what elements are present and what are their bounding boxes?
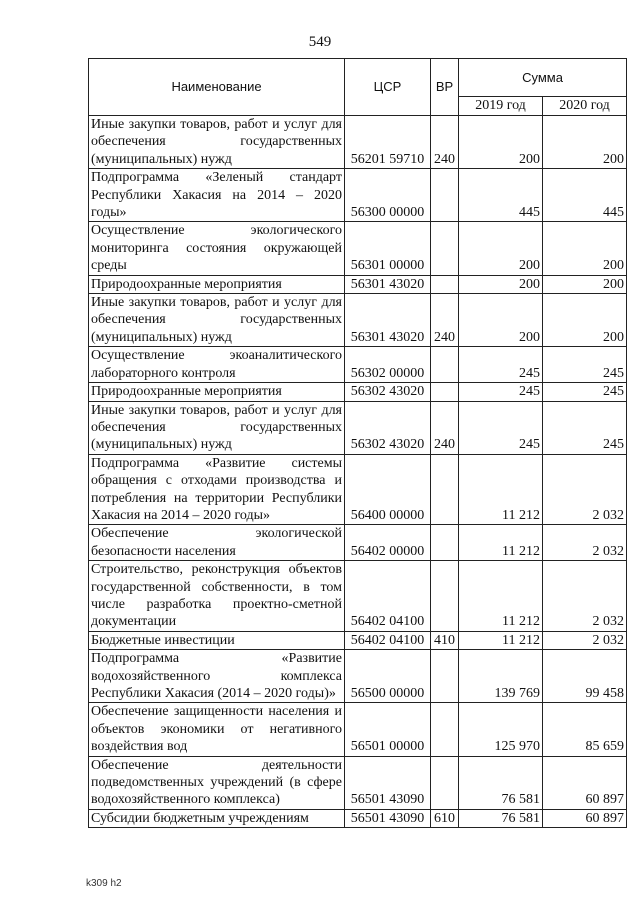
row-2019: 200 (459, 275, 543, 293)
row-vr (431, 169, 459, 222)
table-body (89, 116, 627, 828)
row-csr: 56201 59710 (345, 116, 431, 169)
row-2019: 245 (459, 383, 543, 401)
row-vr (431, 383, 459, 401)
budget-table (88, 58, 627, 828)
row-2019: 76 581 (459, 756, 543, 809)
row-vr (431, 650, 459, 703)
header-csr: ЦСР (345, 59, 431, 116)
table-row (89, 756, 627, 809)
row-name: Обеспечение экологической безопасности населения (89, 525, 345, 561)
row-2020: 60 897 (543, 809, 627, 827)
row-csr: 56501 43090 (345, 756, 431, 809)
row-vr (431, 275, 459, 293)
row-name: Иные закупки товаров, работ и услуг для обеспечения государственных (муниципальных) нужд (89, 401, 345, 454)
row-2019: 200 (459, 294, 543, 347)
header-sum: Сумма (459, 59, 627, 97)
row-2020: 2 032 (543, 631, 627, 649)
row-2020: 200 (543, 222, 627, 275)
row-2019: 11 212 (459, 525, 543, 561)
row-2019: 125 970 (459, 703, 543, 756)
table-row (89, 169, 627, 222)
row-vr (431, 561, 459, 632)
footer-code: k309 h2 (86, 878, 122, 889)
row-2020: 2 032 (543, 561, 627, 632)
row-csr: 56501 43090 (345, 809, 431, 827)
table-row (89, 401, 627, 454)
row-name: Обеспечение деятельности подведомственных учреждений (в сфере водохозяйственного комплекса) (89, 756, 345, 809)
row-2019: 445 (459, 169, 543, 222)
table-row (89, 383, 627, 401)
row-2019: 200 (459, 222, 543, 275)
row-name: Субсидии бюджетным учреждениям (89, 809, 345, 827)
table-row (89, 116, 627, 169)
table-row (89, 631, 627, 649)
row-2020: 445 (543, 169, 627, 222)
row-vr: 610 (431, 809, 459, 827)
row-2020: 245 (543, 347, 627, 383)
row-csr: 56500 00000 (345, 650, 431, 703)
row-name: Природоохранные мероприятия (89, 275, 345, 293)
row-vr (431, 222, 459, 275)
header-name: Наименование (89, 59, 345, 116)
row-2020: 99 458 (543, 650, 627, 703)
row-2020: 85 659 (543, 703, 627, 756)
table-row (89, 703, 627, 756)
page-number: 549 (308, 34, 332, 50)
row-vr: 410 (431, 631, 459, 649)
row-vr (431, 525, 459, 561)
row-name: Подпрограмма «Зеленый стандарт Республики Хакасия на 2014 – 2020 годы» (89, 169, 345, 222)
row-2019: 11 212 (459, 631, 543, 649)
row-vr: 240 (431, 401, 459, 454)
row-csr: 56301 43020 (345, 275, 431, 293)
header-year-2020: 2020 год (543, 97, 627, 116)
row-2019: 139 769 (459, 650, 543, 703)
row-vr (431, 347, 459, 383)
row-csr: 56402 04100 (345, 561, 431, 632)
row-name: Подпрограмма «Развитие водохозяйственного комплекса Республики Хакасия (2014 – 2020 годы)» (89, 650, 345, 703)
row-csr: 56402 04100 (345, 631, 431, 649)
row-2019: 76 581 (459, 809, 543, 827)
row-2019: 11 212 (459, 454, 543, 525)
row-2020: 60 897 (543, 756, 627, 809)
row-name: Бюджетные инвестиции (89, 631, 345, 649)
table-header (89, 59, 627, 116)
table-row (89, 561, 627, 632)
row-name: Природоохранные мероприятия (89, 383, 345, 401)
row-name: Осуществление экологического мониторинга состояния окружающей среды (89, 222, 345, 275)
table-row (89, 525, 627, 561)
row-2019: 245 (459, 347, 543, 383)
row-vr (431, 454, 459, 525)
row-vr (431, 703, 459, 756)
table-row (89, 809, 627, 827)
row-name: Строительство, реконструкция объектов государственной собственности, в том числе разработка проектно-сметной документации (89, 561, 345, 632)
row-csr: 56301 00000 (345, 222, 431, 275)
row-csr: 56302 43020 (345, 401, 431, 454)
header-vr: ВР (431, 59, 459, 116)
row-csr: 56302 43020 (345, 383, 431, 401)
row-2020: 245 (543, 383, 627, 401)
row-2019: 11 212 (459, 561, 543, 632)
row-vr (431, 756, 459, 809)
table-row (89, 222, 627, 275)
row-name: Иные закупки товаров, работ и услуг для обеспечения государственных (муниципальных) нужд (89, 116, 345, 169)
row-vr: 240 (431, 294, 459, 347)
row-name: Подпрограмма «Развитие системы обращения с отходами производства и потребления на территории Республики Хакасия на 2014 – 2020 годы» (89, 454, 345, 525)
row-csr: 56302 00000 (345, 347, 431, 383)
row-2020: 200 (543, 116, 627, 169)
row-vr: 240 (431, 116, 459, 169)
table-row (89, 650, 627, 703)
row-csr: 56400 00000 (345, 454, 431, 525)
row-2020: 200 (543, 294, 627, 347)
row-2020: 245 (543, 401, 627, 454)
table-row (89, 294, 627, 347)
row-csr: 56300 00000 (345, 169, 431, 222)
row-csr: 56501 00000 (345, 703, 431, 756)
row-name: Иные закупки товаров, работ и услуг для обеспечения государственных (муниципальных) нужд (89, 294, 345, 347)
row-name: Обеспечение защищенности населения и объектов экономики от негативного воздействия вод (89, 703, 345, 756)
row-2019: 245 (459, 401, 543, 454)
row-2019: 200 (459, 116, 543, 169)
header-year-2019: 2019 год (459, 97, 543, 116)
row-2020: 2 032 (543, 525, 627, 561)
row-name: Осуществление экоаналитического лабораторного контроля (89, 347, 345, 383)
row-csr: 56301 43020 (345, 294, 431, 347)
row-2020: 200 (543, 275, 627, 293)
row-csr: 56402 00000 (345, 525, 431, 561)
table-row (89, 454, 627, 525)
table-row (89, 275, 627, 293)
table-row (89, 347, 627, 383)
row-2020: 2 032 (543, 454, 627, 525)
